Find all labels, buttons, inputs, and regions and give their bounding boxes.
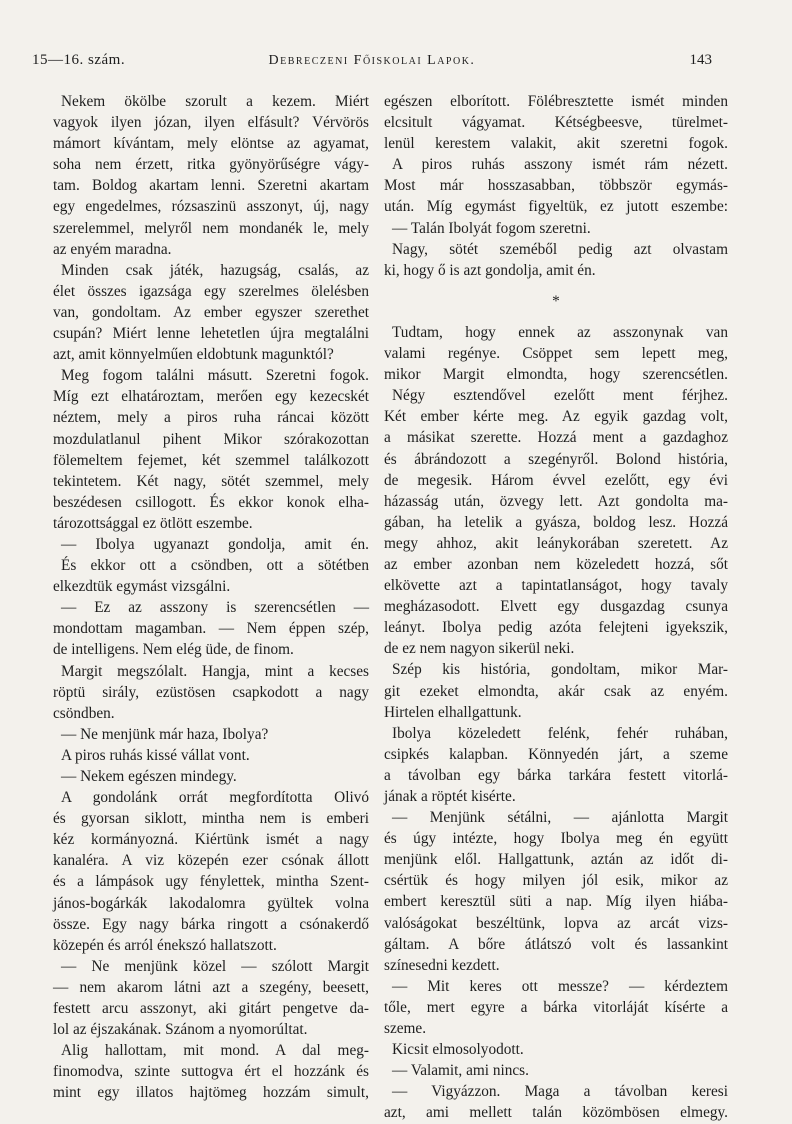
journal-title: Debreczeni Főiskolai Lapok.	[268, 53, 476, 68]
text-line: élet összes igazsága egy szerelmes ölelésben	[53, 282, 369, 300]
text-line: után. Míg egymást figyeltük, ez jutott eszembe:	[384, 198, 728, 216]
text-line: de megesik. Három évvel ezelőtt, egy évi	[384, 471, 728, 489]
text-line: Most már hosszasabban, többször egymás-	[384, 177, 728, 195]
text-line: egészen elborított. Fölébresztette ismét minden	[384, 93, 728, 110]
text-line: de intelligens. Nem elég üde, de finom.	[53, 641, 294, 659]
text-line: embert keresztül süti a nap. Míg ilyen hiába-	[384, 893, 728, 911]
text-line: de ez nem nagyon sikerül neki.	[384, 640, 575, 658]
text-line: leányt. Ibolya pedig azóta felejteni igyekszik,	[384, 619, 728, 637]
text-line: jának a röptét kisérte.	[384, 788, 516, 805]
text-line: és ábrándozott a szegényről. Bolond história,	[384, 450, 728, 468]
section-divider-asterisk: *	[552, 292, 560, 310]
text-line: röptü sirály, ezüstösen csapkodott a nagy	[53, 683, 369, 701]
text-line: mikor Margit elmondta, hogy szerencsétlen.	[384, 366, 728, 384]
text-line: finomodva, szinte suttogva ért el hozzánk és	[53, 1063, 369, 1081]
text-line: kéz kormányozná. Kiértünk ismét a nagy	[53, 831, 369, 849]
text-line: házasság után, özvegy lett. Azt gondolta ma-	[384, 492, 728, 510]
running-header	[32, 52, 712, 80]
text-line: össze. Egy nagy bárka ringott a csónakerdő	[53, 915, 369, 933]
text-line: Négy esztendővel ezelőtt ment férjhez.	[392, 387, 728, 405]
text-line: elcsitult vágyamat. Kétségbeesve, türelmet-	[384, 114, 728, 132]
text-line: Minden csak játék, hazugság, csalás, az	[61, 261, 369, 279]
text-line: szeme.	[384, 1020, 427, 1038]
text-line: lol az éjszakának. Szánom a nyomorúltat.	[53, 1021, 308, 1039]
text-line: a távolban egy bárka tarkára festett vitorlá-	[384, 766, 728, 784]
text-line: A gondolánk orrát megfordította Olivó	[61, 789, 369, 807]
text-line: tam. Boldog akartam lenni. Szeretni akartam	[53, 177, 369, 195]
text-line: — Ne menjünk már haza, Ibolya?	[61, 725, 269, 743]
text-line: Alig hallottam, mit mond. A dal meg-	[61, 1042, 369, 1060]
text-line: Meg fogom találni másutt. Szeretni fogok.	[61, 367, 369, 385]
text-line: Két ember kérte meg. Az egyik gazdag volt,	[384, 408, 728, 426]
text-line: a másikat szerette. Hozzá ment a gazdaghoz	[384, 429, 728, 447]
text-line: Ibolya közeledett felénk, fehér ruhában,	[392, 724, 728, 742]
text-line: Tudtam, hogy ennek az asszonynak van	[392, 323, 728, 341]
text-line: tározottsággal ez ötlött eszembe.	[53, 514, 253, 532]
text-line: — Nekem egészen mindegy.	[61, 768, 237, 785]
text-line: vagyok ilyen józan, ilyen elfásult? Vérvörös	[53, 114, 369, 132]
text-line: van, gondoltam. Az ember egyszer szerethet	[53, 303, 369, 321]
text-line: mámort kívántam, mely elöntse az agyamat,	[53, 135, 369, 153]
text-line: És ekkor ott a csöndben, ott a sötétben	[61, 557, 369, 575]
text-line: A piros ruhás asszony ismét rám nézett.	[392, 156, 728, 174]
text-line: közepén és arról énekszó hallatszott.	[53, 936, 277, 954]
text-line: valami regénye. Csöppet sem lepett meg,	[384, 345, 728, 363]
text-line: kanaléra. A viz közepén ezer csónak állott	[53, 852, 369, 870]
text-line: Nekem ökölbe szorult a kezem. Miért	[61, 93, 369, 110]
text-line: ki, hogy ő is azt gondolja, amit én.	[384, 261, 596, 279]
text-line: és gyorsan siklott, mintha nem is emberi	[53, 810, 369, 828]
text-line: menjünk elől. Hallgattunk, aztán az időt di-	[384, 851, 728, 869]
text-line: azt, amit könnyelműen eldobtunk magunktól?	[53, 346, 334, 364]
text-line: — Ibolya ugyanazt gondolja, amit én.	[61, 535, 369, 553]
text-line: valóságokat beszéltünk, lopva az arcát vizs-	[384, 914, 728, 932]
text-line: elkövette azt a tapintatlanságot, hogy tavaly	[384, 577, 728, 595]
text-line: színesedni kezdett.	[384, 956, 500, 974]
text-line: gáltam. A bőre átlátszó volt és lassankint	[384, 935, 728, 953]
text-line: — Talán Ibolyát fogom szeretni.	[392, 219, 591, 237]
text-line: mozdulatlanul pihent Mikor szórakozottan	[53, 430, 369, 448]
text-line: elkezdtük egymást vizsgálni.	[53, 578, 231, 596]
text-line: és úgy intézte, hogy Ibolya meg én együtt	[384, 830, 728, 848]
left-column	[53, 91, 369, 1104]
text-line: csipkés kalapban. Könnyedén járt, a szeme	[384, 745, 728, 763]
section-gap	[384, 281, 728, 291]
text-line: néztem, mely a piros ruha ráncai között	[53, 409, 369, 427]
text-line: — Ne menjünk közel — szólott Margit	[61, 957, 369, 975]
issue-number: 15—16. szám.	[32, 52, 126, 68]
text-line: Kicsit elmosolyodott.	[392, 1041, 524, 1059]
text-line: és a lámpások ugy fénylettek, mintha Szent-	[53, 873, 369, 891]
text-line: — Mit keres ott messze? — kérdeztem	[392, 977, 728, 995]
text-line: Míg ezt elhatároztam, merően egy kezecskét	[53, 388, 369, 406]
text-line: — Valamit, ami nincs.	[392, 1062, 529, 1080]
section-gap	[384, 312, 728, 322]
right-column	[384, 91, 728, 1124]
text-line: az ember azonban nem közeledett hozzá, sőt	[384, 555, 728, 573]
text-line: Szép kis história, gondoltam, mikor Mar-	[392, 661, 728, 679]
text-line: Nagy, sötét szeméből pedig azt olvastam	[392, 240, 728, 258]
text-line: megy ahhoz, akit leánykorában szeretett. Az	[384, 534, 728, 552]
text-line: festett arcu asszonyt, aki gitárt pengetve da-	[53, 1000, 369, 1018]
text-line: — nem akarom látni azt a szegény, beesett,	[53, 978, 369, 996]
text-line: git ezeket elmondta, akár csak az enyém.	[384, 682, 728, 700]
text-line: azt, ami mellett talán közömbösen elmegy.	[384, 1104, 728, 1122]
text-line: megházasodott. Elvett egy dusgazdag csunya	[384, 598, 728, 616]
text-line: mondottam magamban. — Nem éppen szép,	[53, 620, 369, 638]
text-line: szerelemmel, melyről nem mondanék le, mely	[53, 219, 369, 237]
text-line: soha nem érzett, ritka gyönyörűségre vágy-	[53, 156, 369, 174]
text-line: Hirtelen elhallgattunk.	[384, 703, 522, 721]
text-line: fölemeltem fejemet, két szemmel találkozott	[53, 451, 369, 469]
text-line: — Ez az asszony is szerencsétlen —	[61, 599, 369, 617]
text-line: jános-bogárkák lakodalomra gyültek volna	[53, 894, 369, 912]
text-line: lenül kerestem valakit, akit szeretni fogok.	[384, 135, 728, 153]
text-line: — Vigyázzon. Maga a távolban keresi	[392, 1083, 728, 1101]
text-line: beszédesen csillogott. És ekkor konok elha-	[53, 493, 369, 511]
text-line: csöndben.	[53, 704, 115, 722]
text-line: egy engedelmes, rózsaszinü asszonyt, új, nagy	[53, 198, 369, 216]
text-line: mint egy illatos hajtömeg hozzám simult,	[53, 1084, 369, 1102]
text-line: csértük és hogy milyen jól esik, mikor az	[384, 872, 728, 890]
text-line: Margit megszólalt. Hangja, mint a kecses	[61, 662, 369, 680]
text-line: A piros ruhás kissé vállat vont.	[61, 746, 250, 764]
text-line: gában, ha letelik a gyásza, boldog lesz. Hozzá	[384, 513, 728, 531]
page-number: 143	[689, 52, 712, 68]
text-line: az enyém maradna.	[53, 240, 172, 258]
text-line: tőle, mert egyre a bárka vitorláját kísérte a	[384, 998, 728, 1016]
text-line: — Menjünk sétálni, — ajánlotta Margit	[392, 809, 728, 827]
text-line: tekintetem. Két nagy, sötét szemmel, mely	[53, 472, 369, 490]
text-line: csupán? Miért lenne lehetetlen újra megtalálni	[53, 325, 369, 343]
